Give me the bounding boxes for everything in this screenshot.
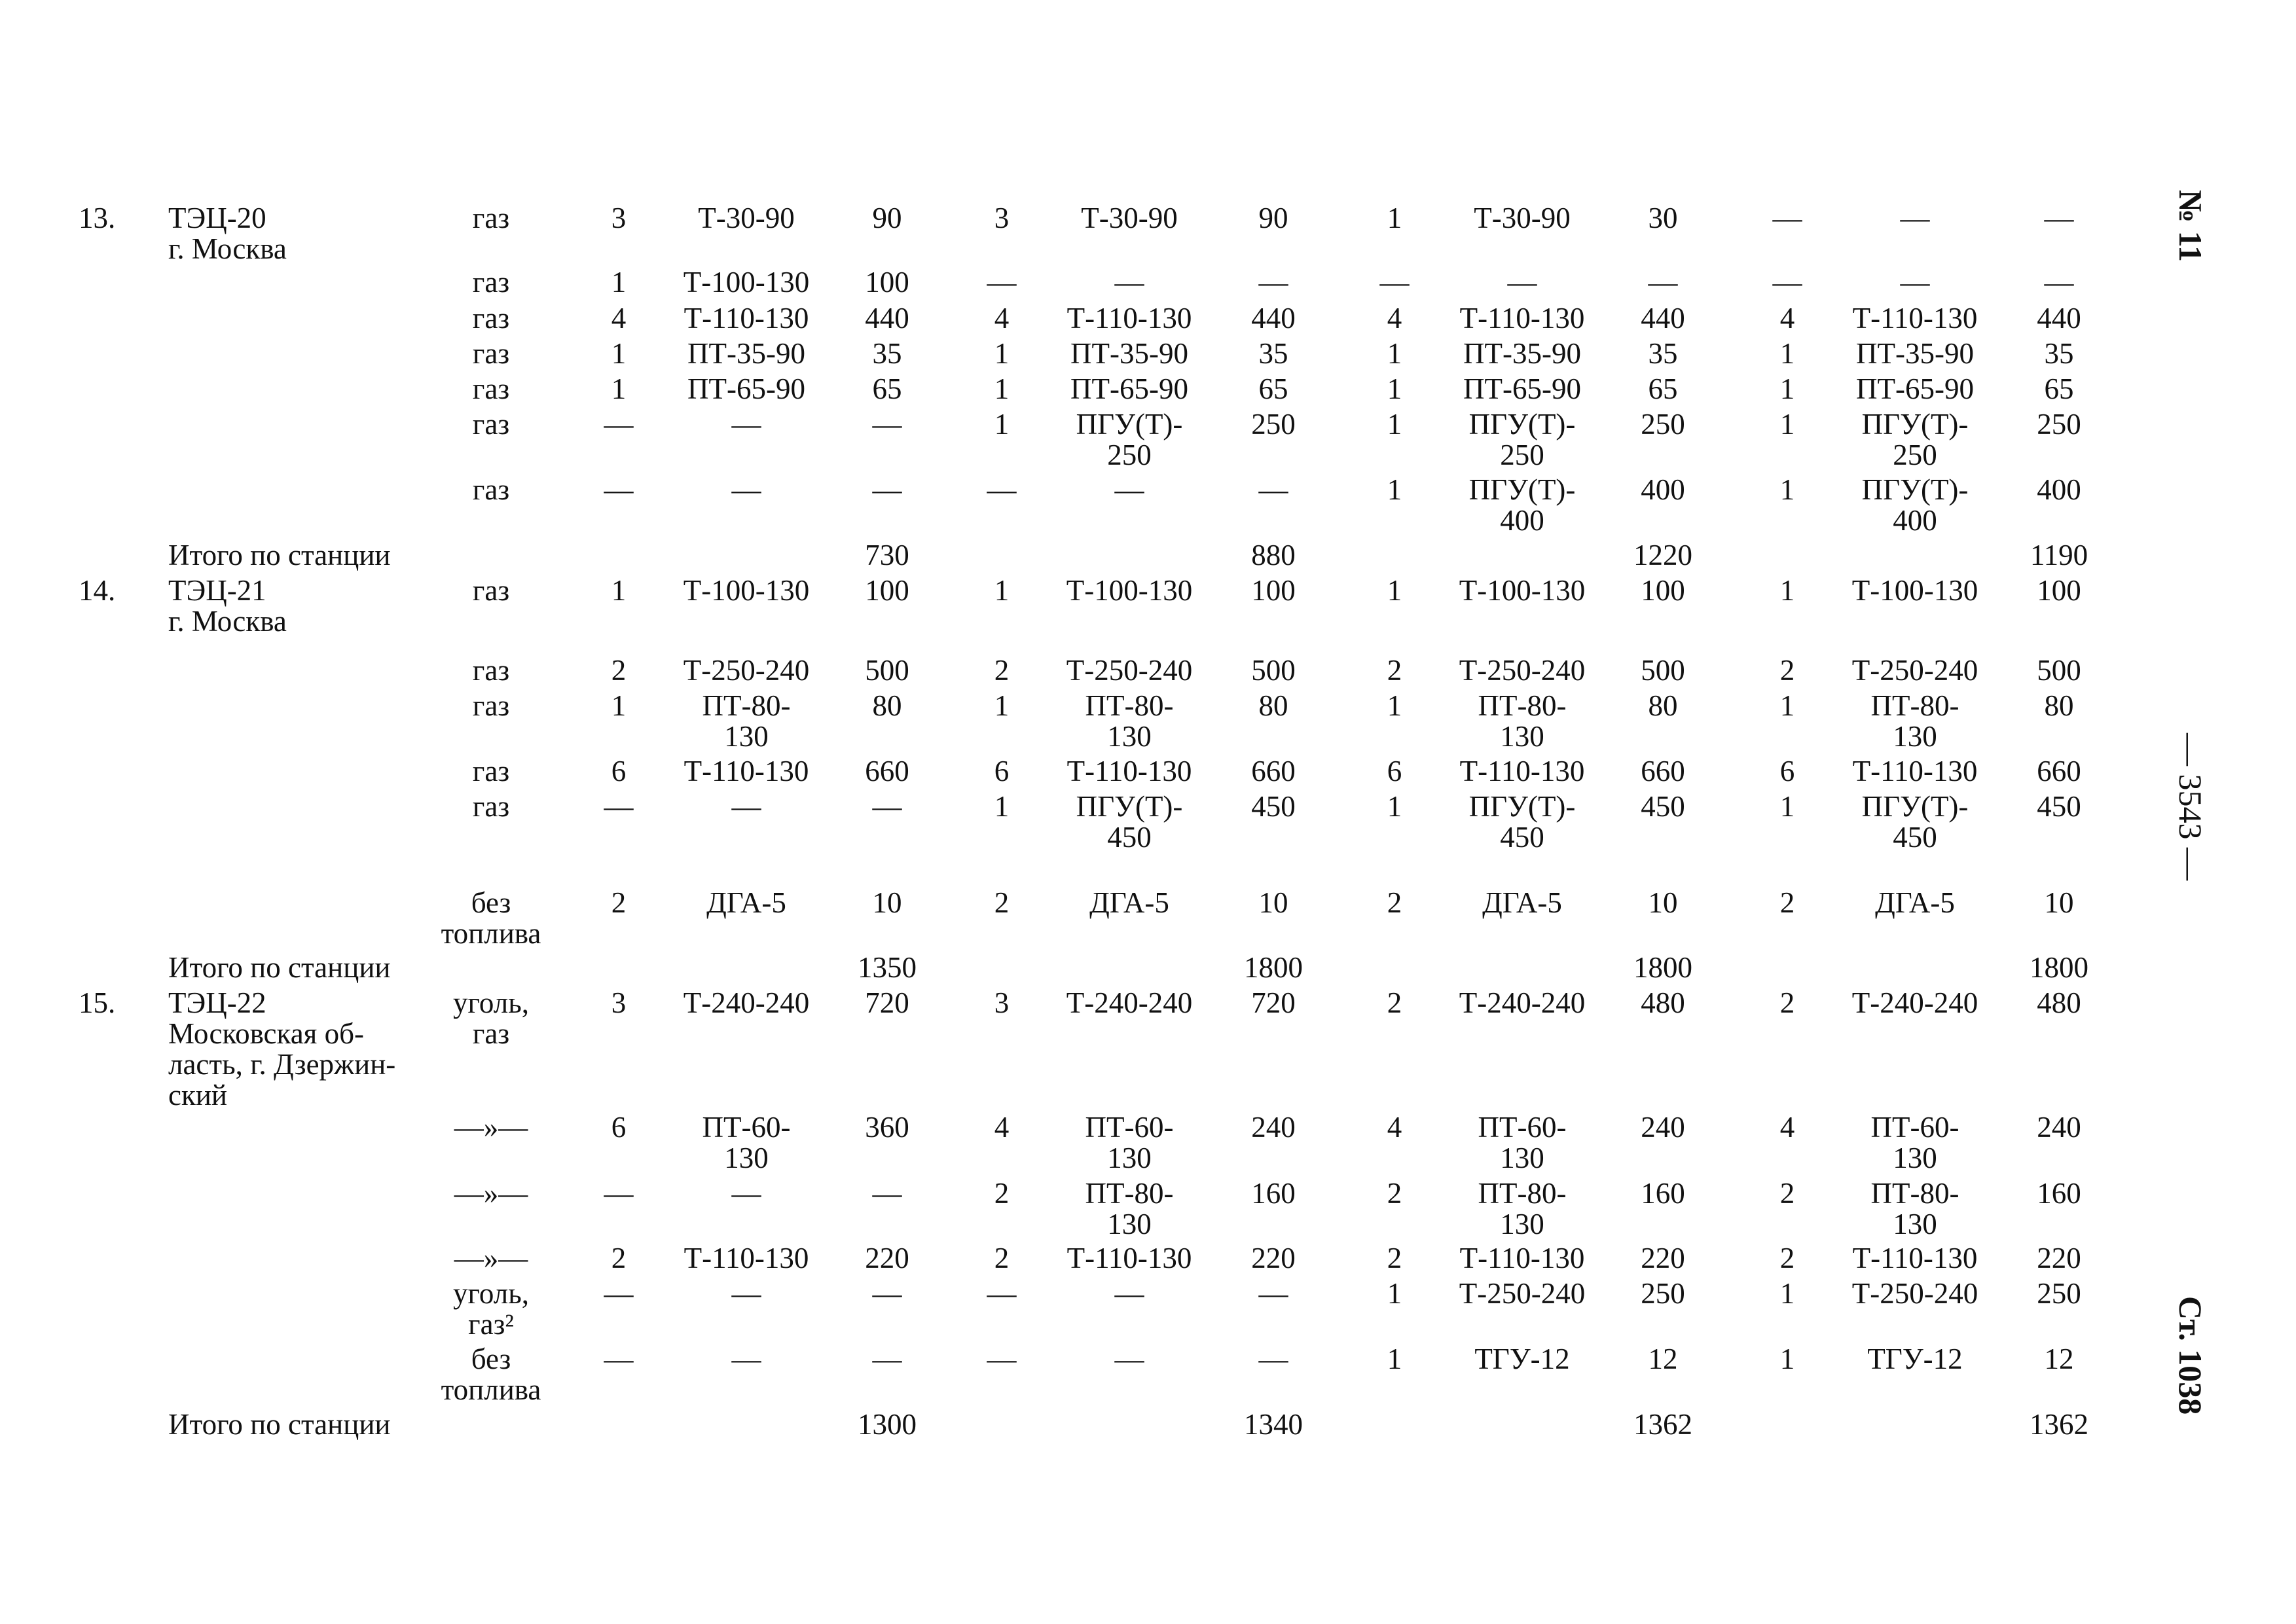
- fuel-type: газ: [472, 1017, 510, 1050]
- unit-count: 4: [994, 302, 1010, 334]
- fuel-type: газ: [472, 337, 510, 370]
- unit-type: Т-30-90: [1474, 202, 1571, 234]
- capacity-mw: 160: [2037, 1177, 2081, 1210]
- unit-count: 1: [1779, 1343, 1795, 1375]
- unit-count: 6: [611, 755, 627, 787]
- unit-type: 130: [1500, 720, 1544, 753]
- unit-type: Т-100-130: [1459, 574, 1586, 607]
- unit-count: 1: [1779, 574, 1795, 607]
- capacity-mw: 100: [2037, 574, 2081, 607]
- capacity-mw: 220: [1641, 1242, 1685, 1274]
- unit-type: Т-100-130: [683, 574, 810, 607]
- unit-type: —: [1114, 266, 1144, 298]
- unit-count: —: [1379, 266, 1410, 298]
- capacity-mw: 250: [2037, 1277, 2081, 1310]
- capacity-mw: —: [2044, 202, 2074, 234]
- issue-number: № 11: [2172, 190, 2209, 262]
- unit-type: —: [1900, 202, 1930, 234]
- unit-type: —: [731, 790, 761, 823]
- unit-count: 1: [994, 408, 1010, 441]
- capacity-mw: 65: [1258, 372, 1288, 405]
- unit-count: —: [987, 473, 1017, 506]
- fuel-type: газ: [472, 302, 510, 334]
- unit-type: ДГА-5: [1875, 886, 1955, 919]
- unit-count: 2: [1779, 1242, 1795, 1274]
- station-name-line: г. Москва: [168, 232, 287, 265]
- unit-count: 6: [611, 1111, 627, 1144]
- capacity-mw: 1362: [2030, 1408, 2088, 1441]
- unit-type: ТГУ-12: [1474, 1343, 1570, 1375]
- unit-type: —: [1507, 266, 1537, 298]
- capacity-mw: 220: [1251, 1242, 1296, 1274]
- capacity-mw: 250: [1641, 1277, 1685, 1310]
- capacity-mw: 250: [1641, 408, 1685, 441]
- unit-type: ПТ-35-90: [1463, 337, 1581, 370]
- unit-count: 1: [1387, 574, 1402, 607]
- unit-type: ПТ-80-: [1085, 1177, 1174, 1210]
- capacity-mw: 10: [1648, 886, 1678, 919]
- unit-type: 450: [1893, 821, 1937, 854]
- unit-type: Т-110-130: [683, 755, 809, 787]
- unit-type: 130: [724, 1142, 769, 1174]
- unit-type: —: [731, 1277, 761, 1310]
- unit-type: Т-110-130: [683, 302, 809, 334]
- capacity-mw: —: [1258, 266, 1288, 298]
- capacity-mw: 100: [865, 574, 909, 607]
- unit-count: 1: [1387, 372, 1402, 405]
- unit-type: 130: [724, 720, 769, 753]
- unit-type: Т-110-130: [1852, 1242, 1978, 1274]
- unit-count: 1: [994, 337, 1010, 370]
- capacity-mw: 80: [1648, 689, 1678, 722]
- unit-type: ПТ-35-90: [1070, 337, 1188, 370]
- unit-count: 4: [1779, 1111, 1795, 1144]
- unit-type: ДГА-5: [1089, 886, 1169, 919]
- unit-type: ПТ-65-90: [1856, 372, 1974, 405]
- unit-type: ПТ-35-90: [1856, 337, 1974, 370]
- capacity-mw: 30: [1648, 202, 1678, 234]
- capacity-mw: 240: [1251, 1111, 1296, 1144]
- unit-count: 2: [1779, 654, 1795, 687]
- unit-count: 2: [611, 886, 627, 919]
- capacity-mw: 160: [1251, 1177, 1296, 1210]
- unit-type: 250: [1893, 439, 1937, 471]
- unit-count: 2: [1779, 986, 1795, 1019]
- station-name-line: Московская об-: [168, 1017, 365, 1050]
- capacity-mw: 1800: [2030, 951, 2088, 984]
- unit-type: Т-240-240: [1066, 986, 1193, 1019]
- capacity-mw: —: [872, 790, 902, 823]
- capacity-mw: 10: [1258, 886, 1288, 919]
- capacity-mw: 240: [2037, 1111, 2081, 1144]
- station-total-label: Итого по станции: [168, 539, 391, 571]
- unit-count: 1: [1387, 473, 1402, 506]
- fuel-type: уголь,: [453, 1277, 529, 1310]
- capacity-mw: —: [2044, 266, 2074, 298]
- unit-count: —: [987, 266, 1017, 298]
- unit-count: —: [604, 1277, 634, 1310]
- unit-count: 1: [1387, 689, 1402, 722]
- fuel-type: уголь,: [453, 986, 529, 1019]
- station-total-label: Итого по станции: [168, 951, 391, 984]
- unit-type: Т-110-130: [1066, 302, 1192, 334]
- fuel-type: —»—: [454, 1111, 528, 1144]
- unit-count: —: [604, 473, 634, 506]
- capacity-mw: 250: [1251, 408, 1296, 441]
- capacity-mw: 440: [2037, 302, 2081, 334]
- unit-count: —: [987, 1277, 1017, 1310]
- unit-count: 1: [1387, 790, 1402, 823]
- unit-type: ПТ-80-: [1478, 1177, 1567, 1210]
- capacity-mw: —: [1258, 473, 1288, 506]
- unit-count: 2: [1387, 986, 1402, 1019]
- unit-type: 130: [1500, 1208, 1544, 1240]
- unit-count: 2: [994, 1177, 1010, 1210]
- unit-type: Т-250-240: [683, 654, 810, 687]
- unit-count: 1: [1387, 337, 1402, 370]
- capacity-mw: 1220: [1633, 539, 1692, 571]
- unit-type: Т-250-240: [1459, 654, 1586, 687]
- unit-count: —: [604, 790, 634, 823]
- unit-count: 3: [994, 202, 1010, 234]
- unit-count: 6: [994, 755, 1010, 787]
- capacity-mw: 500: [865, 654, 909, 687]
- unit-count: 1: [611, 574, 627, 607]
- unit-type: 250: [1500, 439, 1544, 471]
- unit-type: 130: [1107, 1208, 1152, 1240]
- unit-count: 1: [611, 372, 627, 405]
- unit-type: 250: [1107, 439, 1152, 471]
- capacity-mw: 660: [865, 755, 909, 787]
- unit-type: Т-110-130: [1852, 302, 1978, 334]
- capacity-mw: 480: [2037, 986, 2081, 1019]
- capacity-mw: 1362: [1633, 1408, 1692, 1441]
- fuel-type: газ: [472, 266, 510, 298]
- unit-count: 2: [1387, 1177, 1402, 1210]
- unit-count: 1: [994, 574, 1010, 607]
- station-name-line: г. Москва: [168, 605, 287, 638]
- capacity-mw: 660: [1641, 755, 1685, 787]
- unit-type: ПГУ(Т)-: [1468, 473, 1576, 506]
- unit-type: ПТ-80-: [1085, 689, 1174, 722]
- capacity-mw: 500: [1251, 654, 1296, 687]
- unit-count: 4: [1779, 302, 1795, 334]
- unit-type: Т-110-130: [683, 1242, 809, 1274]
- capacity-mw: 440: [1251, 302, 1296, 334]
- capacity-mw: 480: [1641, 986, 1685, 1019]
- unit-type: —: [1114, 1343, 1144, 1375]
- unit-count: 1: [1779, 689, 1795, 722]
- unit-count: 4: [1387, 302, 1402, 334]
- unit-count: —: [1772, 202, 1802, 234]
- fuel-type: газ: [472, 755, 510, 787]
- unit-count: 2: [994, 1242, 1010, 1274]
- unit-type: —: [731, 408, 761, 441]
- unit-type: —: [1114, 473, 1144, 506]
- unit-count: 2: [611, 1242, 627, 1274]
- unit-type: 450: [1107, 821, 1152, 854]
- unit-type: —: [1114, 1277, 1144, 1310]
- capacity-mw: 35: [1648, 337, 1678, 370]
- capacity-mw: 100: [865, 266, 909, 298]
- capacity-mw: —: [872, 473, 902, 506]
- fuel-type: топлива: [441, 917, 541, 950]
- unit-type: Т-100-130: [1066, 574, 1193, 607]
- unit-count: 2: [1387, 886, 1402, 919]
- article-number: Ст. 1038: [2172, 1296, 2209, 1415]
- unit-count: 2: [611, 654, 627, 687]
- unit-count: —: [987, 1343, 1017, 1375]
- fuel-type: —»—: [454, 1242, 528, 1274]
- capacity-mw: 10: [872, 886, 902, 919]
- unit-type: 130: [1107, 720, 1152, 753]
- unit-count: —: [604, 1343, 634, 1375]
- capacity-mw: 450: [1251, 790, 1296, 823]
- capacity-mw: 1350: [858, 951, 917, 984]
- unit-count: 1: [1387, 1343, 1402, 1375]
- capacity-mw: —: [872, 1343, 902, 1375]
- unit-count: 1: [1387, 408, 1402, 441]
- unit-type: Т-110-130: [1852, 755, 1978, 787]
- unit-type: ПГУ(Т)-: [1861, 408, 1969, 441]
- unit-type: Т-30-90: [698, 202, 795, 234]
- unit-type: ПГУ(Т)-: [1468, 408, 1576, 441]
- unit-count: 4: [611, 302, 627, 334]
- unit-type: 400: [1893, 504, 1937, 537]
- unit-count: —: [604, 408, 634, 441]
- unit-count: 1: [1779, 337, 1795, 370]
- fuel-type: газ: [472, 689, 510, 722]
- capacity-mw: —: [872, 1277, 902, 1310]
- capacity-mw: —: [872, 408, 902, 441]
- row-number: 13.: [79, 202, 116, 234]
- capacity-mw: 100: [1251, 574, 1296, 607]
- unit-count: 1: [994, 790, 1010, 823]
- unit-type: ПГУ(Т)-: [1861, 473, 1969, 506]
- unit-count: 1: [611, 689, 627, 722]
- unit-type: —: [731, 1343, 761, 1375]
- capacity-mw: 250: [2037, 408, 2081, 441]
- unit-type: ТГУ-12: [1867, 1343, 1963, 1375]
- capacity-mw: 220: [865, 1242, 909, 1274]
- unit-type: ПТ-80-: [1478, 689, 1567, 722]
- capacity-mw: 880: [1251, 539, 1296, 571]
- unit-type: Т-250-240: [1459, 1277, 1586, 1310]
- unit-type: Т-100-130: [1851, 574, 1978, 607]
- capacity-mw: 35: [2044, 337, 2074, 370]
- unit-type: —: [1900, 266, 1930, 298]
- unit-type: Т-110-130: [1066, 1242, 1192, 1274]
- capacity-mw: —: [872, 1177, 902, 1210]
- capacity-mw: 730: [865, 539, 909, 571]
- unit-type: Т-240-240: [1851, 986, 1978, 1019]
- unit-type: Т-250-240: [1066, 654, 1193, 687]
- capacity-mw: 1190: [2030, 539, 2088, 571]
- station-name-line: ТЭЦ-21: [168, 574, 266, 607]
- unit-type: ДГА-5: [706, 886, 786, 919]
- capacity-mw: 240: [1641, 1111, 1685, 1144]
- unit-count: 1: [1779, 790, 1795, 823]
- unit-type: 400: [1500, 504, 1544, 537]
- unit-count: 1: [1387, 1277, 1402, 1310]
- capacity-mw: 10: [2044, 886, 2074, 919]
- capacity-mw: 1300: [858, 1408, 917, 1441]
- unit-type: ПТ-60-: [702, 1111, 791, 1144]
- unit-type: ПТ-65-90: [1070, 372, 1188, 405]
- unit-type: —: [731, 473, 761, 506]
- unit-type: Т-100-130: [683, 266, 810, 298]
- unit-type: ПТ-80-: [1870, 689, 1959, 722]
- capacity-mw: —: [1258, 1277, 1288, 1310]
- unit-type: 450: [1500, 821, 1544, 854]
- unit-count: 1: [611, 266, 627, 298]
- capacity-mw: 440: [865, 302, 909, 334]
- page-number: — 3543 —: [2172, 733, 2209, 880]
- station-name-line: ласть, г. Дзержин-: [168, 1048, 396, 1081]
- unit-type: Т-110-130: [1459, 302, 1585, 334]
- capacity-mw: 12: [2044, 1343, 2074, 1375]
- row-number: 14.: [79, 574, 116, 607]
- capacity-mw: 720: [1251, 986, 1296, 1019]
- unit-count: 2: [994, 654, 1010, 687]
- capacity-mw: —: [1258, 1343, 1288, 1375]
- station-name-line: ТЭЦ-20: [168, 202, 266, 234]
- unit-count: 1: [1779, 1277, 1795, 1310]
- unit-type: Т-30-90: [1081, 202, 1178, 234]
- unit-count: 3: [994, 986, 1010, 1019]
- unit-count: 2: [994, 886, 1010, 919]
- capacity-mw: 90: [872, 202, 902, 234]
- unit-count: 1: [1387, 202, 1402, 234]
- fuel-type: газ: [472, 473, 510, 506]
- capacity-mw: 65: [872, 372, 902, 405]
- unit-type: ПТ-65-90: [1463, 372, 1581, 405]
- unit-count: —: [604, 1177, 634, 1210]
- unit-type: Т-240-240: [1459, 986, 1586, 1019]
- fuel-type: газ: [472, 202, 510, 234]
- station-total-label: Итого по станции: [168, 1408, 391, 1441]
- unit-type: 130: [1107, 1142, 1152, 1174]
- unit-type: ПГУ(Т)-: [1076, 790, 1183, 823]
- capacity-mw: —: [1648, 266, 1678, 298]
- fuel-type: газ: [472, 408, 510, 441]
- capacity-mw: 500: [1641, 654, 1685, 687]
- unit-count: 2: [1387, 654, 1402, 687]
- capacity-mw: 1800: [1633, 951, 1692, 984]
- capacity-mw: 400: [2037, 473, 2081, 506]
- unit-type: Т-110-130: [1066, 755, 1192, 787]
- unit-count: 1: [1779, 408, 1795, 441]
- capacity-mw: 450: [2037, 790, 2081, 823]
- capacity-mw: 440: [1641, 302, 1685, 334]
- capacity-mw: 80: [872, 689, 902, 722]
- capacity-mw: 1800: [1244, 951, 1303, 984]
- capacity-mw: 80: [1258, 689, 1288, 722]
- unit-type: 130: [1893, 720, 1937, 753]
- unit-type: Т-110-130: [1459, 755, 1585, 787]
- unit-count: 3: [611, 986, 627, 1019]
- capacity-mw: 80: [2044, 689, 2074, 722]
- unit-count: 2: [1779, 1177, 1795, 1210]
- unit-type: ПТ-60-: [1085, 1111, 1174, 1144]
- capacity-mw: 100: [1641, 574, 1685, 607]
- capacity-mw: 450: [1641, 790, 1685, 823]
- unit-count: 2: [1387, 1242, 1402, 1274]
- capacity-mw: 660: [2037, 755, 2081, 787]
- unit-count: 6: [1387, 755, 1402, 787]
- fuel-type: газ: [472, 574, 510, 607]
- fuel-type: без: [471, 1343, 511, 1375]
- unit-type: ПТ-35-90: [687, 337, 805, 370]
- station-name-line: ский: [168, 1079, 227, 1111]
- unit-type: ДГА-5: [1482, 886, 1562, 919]
- unit-type: ПГУ(Т)-: [1468, 790, 1576, 823]
- capacity-mw: 400: [1641, 473, 1685, 506]
- unit-type: Т-240-240: [683, 986, 810, 1019]
- unit-type: ПГУ(Т)-: [1076, 408, 1183, 441]
- unit-count: 1: [611, 337, 627, 370]
- unit-type: ПТ-80-: [702, 689, 791, 722]
- unit-count: 3: [611, 202, 627, 234]
- unit-count: 1: [994, 372, 1010, 405]
- capacity-mw: 160: [1641, 1177, 1685, 1210]
- unit-type: ПГУ(Т)-: [1861, 790, 1969, 823]
- unit-type: Т-250-240: [1851, 1277, 1978, 1310]
- unit-type: ПТ-60-: [1870, 1111, 1959, 1144]
- capacity-mw: 720: [865, 986, 909, 1019]
- unit-type: ПТ-65-90: [687, 372, 805, 405]
- fuel-type: без: [471, 886, 511, 919]
- capacity-mw: 360: [865, 1111, 909, 1144]
- unit-count: 4: [1387, 1111, 1402, 1144]
- capacity-mw: 65: [1648, 372, 1678, 405]
- unit-count: 1: [1779, 473, 1795, 506]
- unit-count: 1: [994, 689, 1010, 722]
- capacity-mw: 1340: [1244, 1408, 1303, 1441]
- unit-count: 6: [1779, 755, 1795, 787]
- fuel-type: газ: [472, 372, 510, 405]
- unit-type: —: [731, 1177, 761, 1210]
- capacity-mw: 35: [872, 337, 902, 370]
- unit-type: 130: [1893, 1208, 1937, 1240]
- unit-count: 1: [1779, 372, 1795, 405]
- unit-type: 130: [1893, 1142, 1937, 1174]
- unit-type: ПТ-80-: [1870, 1177, 1959, 1210]
- fuel-type: топлива: [441, 1373, 541, 1406]
- unit-count: —: [1772, 266, 1802, 298]
- unit-type: Т-250-240: [1851, 654, 1978, 687]
- unit-count: 2: [1779, 886, 1795, 919]
- station-name-line: ТЭЦ-22: [168, 986, 266, 1019]
- row-number: 15.: [79, 986, 116, 1019]
- capacity-mw: 500: [2037, 654, 2081, 687]
- unit-type: ПТ-60-: [1478, 1111, 1567, 1144]
- fuel-type: газ: [472, 654, 510, 687]
- capacity-mw: 35: [1258, 337, 1288, 370]
- capacity-mw: 220: [2037, 1242, 2081, 1274]
- unit-type: Т-110-130: [1459, 1242, 1585, 1274]
- unit-count: 4: [994, 1111, 1010, 1144]
- unit-type: 130: [1500, 1142, 1544, 1174]
- capacity-mw: 660: [1251, 755, 1296, 787]
- fuel-type: —»—: [454, 1177, 528, 1210]
- capacity-mw: 65: [2044, 372, 2074, 405]
- fuel-type: газ: [472, 790, 510, 823]
- capacity-mw: 90: [1258, 202, 1288, 234]
- fuel-type: газ²: [468, 1308, 514, 1341]
- capacity-mw: 12: [1648, 1343, 1678, 1375]
